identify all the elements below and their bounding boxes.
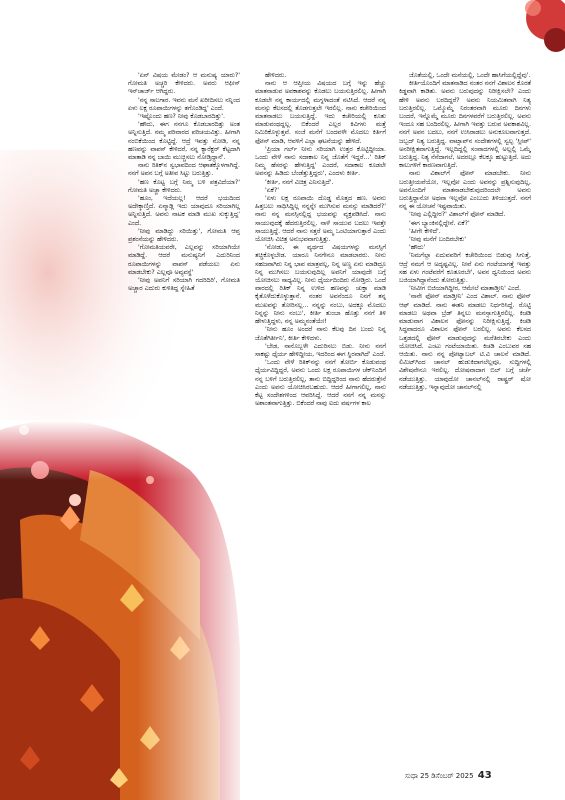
paragraph: 'ಹೌದು, ಈಗ ನನಗೂ ಕೊಡಬಾರದಿತ್ತು ಅಂತ ಅನ್ನಿಸುತ್ತಿದೆ. ನಮ್ಮ ಪರಿವಾರದ ಪರಿಚಯವಿತ್ತು. ಹೀಗಾಗಿ ನಂಬಿಕೆಯಿಂದ ಕೊಟ್ಟಿದ್ದೆ. ಆದ್ರೆ ಇವತ್ತು ನೋಡಿ, ನನ್ನ ಹಣವನ್ನು ವಾಪಸ್ ಕೇಳಿದರೆ, ನನ್ನ ಕ್ಯಾರೆಕ್ಟರ್ ಕೆಟ್ಟದಾಗಿ ಮಾತಾಡಿ ನನ್ನ ಬಾಯಿ ಮುಚ್ಚಿಸಲು ನೋಡ್ತಿದ್ದಾನೆ'. [128, 121, 240, 162]
paragraph: 'ಒಂದು ವೇಳೆ ರಿತಿಕ್‌ನನ್ನು ನನಗೆ ತೋರ್ಬಿ ಕೊಡುವಂಥ ಧೈರ್ಯವಿದ್ದಿದ್ದರೆ, ಅವನು ಒಂದು ಲಕ್ಷ ರೂಪಾಯಿಗಳ ಚೆಕ್‌ನಿಂದಿಗೆ ನನ್ನ ಬಳಿಗೆ ಬರುತ್ತಿರಲಿಲ್ಲ, ತಾನು ಬಿದ್ದಿದ್ದರಿಂದ ನಾನು ಹೆದರುತ್ತೇನೆ ಎಂದು ಅವನು ಯೋಚಿಸಿರಬಹುದು. ಆದರೆ ಹೀಗಾಗಲಿಲ್ಲ, ನಾನು ಕೆಟ್ಟ ಸಂದೇಶಗಳಿಂದ ಆವರಿಸಿದ್ದೆ. ಆದರೆ ನನಗೆ ನನ್ನ ಮನಸ್ಸು ಅಶಾಂತವಾಗುತ್ತಿತ್ತು. ಬಿಕೆಂದರೆ ನಾವು ಐದು ವರ್ಷಗಳ ಕಾಲ [255, 359, 386, 408]
paragraph: ಕೀರ್ತಿಯೊಂದಿಗೆ ಮಾತನಾಡಿದ ನಂತರ ನನಗೆ ವಿಶಾಲನ ಕೊರತೆ ಕಿಡ್ಡವಾಗಿ ಕಾಡಿತು. ಅವನು ಬರುವುದನ್ನು ನಿರೀಕ್ಷಿಸಲೇ? ಎಂದು ಹೇಳಿ ಅವನು ಬರದಿದ್ದರೆ? ಅವನು ನಿಯಮಿತವಾಗಿ ನಿತ್ಯ ಬರುತ್ತಿರಲಿಲ್ಲ. ಒಮ್ಮೊಮ್ಮೆ ನಿರಂತರವಾಗಿ ಮೂರು ದಿನಗಳು ಬಂದರೆ, ಇನ್ನೊಮ್ಮೆ ಮೂರು ದಿನಗಳವರೆಗೆ ಬರುತ್ತಿರಲಿಲ್ಲ. ಅವನು ಇಂದೂ ಸಹ ಬಂದಿರಲಿಲ್ಲ. ಹೀಗಾಗಿ ಇವತ್ತು ಬರುವ ಅವಕಾಶವಿಲ್ಲ. ನನಗೆ ಅವನ ಬದಲು, ನನಗೆ ಉಸಿರಾಡಲು ಅನುಕೂಲವಾಗುತ್ತದೆ. ಜಬ್ಬದ್ ನಿತ್ಯ ಬರುತ್ತಿದ್ದ. ವಾಟ್ಸಾಪ್‌ನ ಸಂದೇಶಗಳಲ್ಲಿ ಸ್ವಲ್ಪ 'ಸ್ಲೀಪ್' ಅನರೀಕ್ಷಿತವಾಗುತ್ತಿದ್ದೆ. ಇಲ್ಲದಿದ್ದಲ್ಲಿ ಸಂವಾದಗಳಲ್ಲಿ ಅಲ್ಲಲ್ಲಿ ಒಮ್ಮೆ ಬರುತ್ತಿದ್ದ. ನಿತ್ಯ ನೆನೆದಾಗಲೆ, ಅದರಲ್ಲೂ ಕೆಲಕ್ಕೂ ಹುಟ್ಟುತ್ತಿದೆ. ಅದು ಕಾಲುಗಳಿಗೆ ಕಾರಣವಾಗುತ್ತಿದೆ. [399, 80, 531, 170]
paragraph: 'ನೀವು ಎಲ್ಲಿದ್ದೀರ?' ವಿಶಾಲ್‌ಗೆ ಫೋನ್ ಮಾಡಿದೆ. [409, 211, 506, 219]
paragraph: 'ಹೀಗೇ ಕೇಳಿದೆ'. [409, 227, 441, 235]
paragraph: 'ಇಷ್ಟೊಂದು ಹಣ? ನೀವು ಕೊಡಬಾರದಿತ್ತು'. [138, 113, 225, 121]
article-column-3 [399, 72, 531, 762]
article-column-1 [128, 72, 240, 452]
page-footer [405, 770, 555, 781]
page-number: 43 [477, 770, 492, 781]
paragraph: 'ಕೀರ್ತಿ, ನನಗೆ ವಿಚಿತ್ರ ಎನಿಸುತ್ತಿದೆ'. [265, 178, 334, 186]
paragraph: 'ನನ್ನ ಸಾಲಗಾರ. ಇವನು ಮನೆ ಖರೀದಿಸಲು ನನ್ನಿಂದ ಏಳು ಲಕ್ಷ ರೂಪಾಯಿಗಳನ್ನು ತಗೊಂಡಿದ್ದ' ಎಂದೆ. [128, 96, 240, 112]
paragraph: 'ಹಣ ಕೊಟ್ಟ ಬಗ್ಗೆ ನಿಮ್ಮ ಬಳಿ ಪತ್ರವಿದೆಯಾ?' ಗೋಮತಿ ಅಚ್ಚಾ ಕೇಳಿದರು. [128, 178, 240, 194]
magazine-name: ಸುಧಾ [405, 772, 418, 780]
paragraph: 'ನೀವೀಗ ಬಿಜಿಯಾಗಿದ್ದೀರ, ಆಮೇಲೆ ಮಾತಾಡ್ತೀನಿ' ಎಂದೆ. [409, 285, 522, 293]
paragraph: 'ಏನ್ ವಿಷಯ ಮೇಡಂ? ಆ ಮನುಷ್ಯ ಯಾರು?' ಗೋಮತಿ ಅಚ್ಚರಿ ಕೇಳಿದರು. ಅವರು ಆಫೀಸ್ ಇನ್‌ಚಾರ್ಜ್ ಆಗಿದ್ದರು. [128, 72, 240, 96]
paragraph: 'ಏಳು ಲಕ್ಷ ರೂಪಾಯಿ ದೊಡ್ಡ ಮೊತ್ತದ ಹಣ. ಅವನು ಹಿತ್ತಬಲು ಸಾಧಿಸಿದ್ದಿಲ್ಲ ನನ್ನನ್ನೇ ಮುಗಿಸುವ ಮನಸ್ಸು ಮಾಡಿದರೆ?' ನಾನು ನನ್ನ ಮನಸ್ಸಿನಲ್ಲಿದ್ದ ಭಯವನ್ನು ವ್ಯಕ್ತಪಡಿಸಿದೆ. ನಾನು ಸಾಯುವುದಕ್ಕೆ ಹೆದರುತ್ತಿರಲಿಲ್ಲ. ನಾಳೆ ಸಾಯುವ ಬದಲು ಇವತ್ತೇ ಸಾಯುತ್ತಿದ್ದೆ. ಆದರೆ ನಾನು ಸತ್ತರೆ ಅಮ್ಮ ಒಂಟಿಯಾಗುತ್ತಾರೆ ಎಂದು ಯೋಚಿಸಿ ವಿಚಿತ್ರ ಅನುಭವವಾಗುತ್ತಿತ್ತು. [255, 195, 386, 244]
paragraph: 'ನೀವು ಅವನಿಗೆ ಸರಿಯಾಗಿ ಗದರಿದಿರಿ', ಗೋಮತಿ ಅಚ್ಚಾರ ಎದುರು ಕುಳಿತಿದ್ದ ಸ್ನೇಹಿತೆ [128, 277, 240, 293]
paragraph: 'ಪ್ರಿಯಾ ಗರ್ಲ್ ನೀನು ಸರಿಯಾಗಿ ಉತ್ತರ ಕೊಟ್ಟಿದ್ದೀಯಾ. ಒಂದು ವೇಳೆ ನಾನು ಸದಾಕಾಲ ನಿನ್ನ ಜೊತೆಗೆ ಇದ್ದರೆ...' ರಿತಿಕ್ ನಿಮ್ಮ ಹೆಸರನ್ನು ಹೇಳುತ್ತಿದ್ದ' ಎಂದರೆ, ಸದಾಕಾಲ ಕೂಡಲೇ ಅವನನ್ನು ಹಿಡಿದು ಬೆಂಡೆತ್ತುತ್ತಿದ್ದರು', ಎಂದಳು ಕೀರ್ತಿ. [255, 145, 386, 178]
paragraph: 'ಈಗ ಬ್ಯಾಂಕಿನಲ್ಲಿದ್ದೇನೆ. ಏಕೆ?' [409, 219, 470, 227]
paragraph: 'ಹೌದು' [409, 244, 426, 252]
paragraph: 'ನೋಡು, ಈ ವ್ಯರ್ಥದ ವಿಷಯಗಳನ್ನು ಮನಸ್ಸಿಗೆ ತಚ್ಚಿಕೊಳ್ಳಬೇಡ. ಯಾರೂ ನಿನಗೇನೂ ಮಾಡಲಾರರು. ನೀನು ಸಹಜವಾಗಿರು ನಿನ್ನ ಭಾವ ಮಾತ್ರವಲ್ಲ, ನಿನ್ನ ಅಣ್ಣ ಏನು ಮಾಡಿದ್ರೂ ನಿನ್ನ ಮುಗಿಸಲು ಬಯಸುವುದಿಲ್ಲ ಅವನಿಗೆ ಯಾವುದೇ ಬಗ್ಗೆ ಯೋಚಿಸಲು ಸಾಧ್ಯವಿಲ್ಲ. ನೀನು ಧೈರ್ಯದಿಂದಿರು ನೋಡ್ತಿರು. ಒಂದೆ ವಾರದಲ್ಲಿ ರಿತಿಕ್ ನಿನ್ನ ಉಳಿದ ಹಣವನ್ನು ಚುಕ್ತಾ ಮಾಡಿ ಕೈತೊಳೆದುಕೊಳ್ಳುತ್ತಾನೆ. ನಂತರ ಅವನೆಂದೂ ನಿನಗೆ ತನ್ನ ಮುಖವನ್ನು ತೋರಿಸಲ್ಲ... ನನ್ನನ್ನು ನಂಬು, ಅದಕ್ಕೂ ಮೊದಲು ನಿನ್ನನ್ನು ನೀನು ನಂಬು', ಕೀರ್ತಿ ತುಂಬಾ ಹೊತ್ತು ನನಗೆ ತಿಳಿ ಹೇಳುತ್ತಿದ್ದಳು, ನನ್ನ ಅಮ್ಮನಂತೆಯೇ! [255, 244, 386, 326]
paragraph: ನಾನು ವಿಶಾಲ್‌ಗೆ ಫೋನ್ ಮಾಡಬೇಕು. ನೀನು ಬರುತ್ತೀಯವೆಯೋ, ಇಲ್ಲವೋ ಎಂದು ಅವನನ್ನು ಪ್ರಶ್ನಿಸುವುದಿಲ್ಲ, ಅವನೊಂದಿಗೆ ಮಾತನಾಡಬೇಕುವುದರಿಂದಲೇ ಅವನು ಬರುತ್ತಿದ್ದಾನೋ ಅಥವಾ ಇಲ್ಲವೋ ಎಂಬುದು ತಿಳಿಯುತ್ತದೆ. ನನಗೆ ನನ್ನ ಈ ಯೋಚನೆ ಇಷ್ಟವಾಯಿತು. [399, 170, 531, 211]
autumn-leaves-artwork [0, 420, 250, 800]
paragraph: 'ಗೋಮತಿಯವರೇ, ಎಲ್ಲವನ್ನು ಸರಿಯಾಗಿಯೇ ಮಾಡಿದ್ದೆ. ಆದರೆ ಮನುಷ್ಯನಿಗೆ ಎದುರಿನಿಂದ ರೂಪಾಯಿಗಳನ್ನು ವಾಪಸ್ ಪಡೆಯಲು ಏನು ಮಾಡಬೇಕು? ಎಲ್ಲವೂ ಅವ್ಯವಸ್ಥೆ' [128, 244, 240, 276]
paragraph: 'ನಾನೇ ಫೋನ್ ಮಾಡ್ತೀನಿ' ಎಂದ ವಿಶಾಲ್. ನಾನು ಫೋನ್ ಆಫ್ ಮಾಡಿದೆ. ನಾನು ಈತನಿ ಮಾಡಲು ನಿರ್ಧರಿಸಿದ್ದೆ. ರೊಟ್ಟಿ ಮಾಡಲು ಅಥವಾ ಬ್ರೆಡ್ ತಿನ್ನಲು ಮನಸ್ಸಾಗುತ್ತಿರಲಿಲ್ಲ. ಕಿಚಡಿ ಮಾಡುವಾಗ ವಿಶಾಲನ ಫೋನನ್ನು ನಿರೀಕ್ಷಿಸುತ್ತಿದ್ದೆ. ಕಿಚಡಿ ಸಿದ್ಧವಾದರೂ ವಿಶಾಲನ ಫೋನ್ ಬರಲಿಲ್ಲ. ಅವನು ಕೆಲಸದ ಒತ್ತಡದಲ್ಲಿ ಫೋನ್ ಮಾಡುವುದನ್ನು ಮರೆತಿರಬೇಕು ಎಂದು ಯೋಚಿಸಿದೆ. ಎಂಟು ಗಂಟೆಯಾಯಿತು. ಕಿಚಡಿ ಎಂಬುವರ ಸಹ ಆಯಿತು. ನಾನು ನನ್ನ ಪೋಟ್ಯಾಬಲ್ ಟಿ.ವಿ ಚಾಲನೆ ಮಾಡಿದೆ. ಲಿಮಿಟ್‌ಗಿಂದ ಚಾನಲ್ ಹುಡುಕಿದಾಗಲೆಲ್ಲವೂ, ಸುದ್ದಿಗಳಲ್ಲಿ ವಿಶೇಷವೇನೂ ಇರಲಿಲ್ಲ. ದೋಷವಾದಾಗ ಬಿಲ್ ಬಗ್ಗೆ ಚರ್ಚೆ ನಡೆಯುತ್ತಿತ್ತು. ಯಾವುದೋ ಚಾನಲ್‌ನಲ್ಲಿ ರಾಷ್ಟ್ರರ್ ಷೋ ನಡೆಯುತ್ತಿತ್ತು, ಇನ್ನಾವುದೋ ಚಾನಲ್‌ನಲ್ಲಿ [399, 293, 531, 391]
paragraph: ನಾನು ಆ ಆಪ್ತೀಯ ವಿಷಯದ ಬಗ್ಗೆ ಇನ್ನು ಹೆಚ್ಚು ಮಾತನಾಡುವ ಅವಕಾಶವನ್ನು ಕೊಡಲು ಬಯಸುತ್ತಿರಲಿಲ್ಲ. ಹೀಗಾಗಿ ಕೂಡಲೇ ನನ್ನ ಕಾರ್ಯದಲ್ಲಿ ಮಗ್ನಳಾದಂತೆ ನಟಿಸಿದೆ. ಆದರೆ ನನ್ನ ಮನಸ್ಸು ಕೆಲಸದಲ್ಲಿ ತೊಡಗುತ್ತಲೇ ಇರಲಿಲ್ಲ. ನಾನು ಕಚೇರಿಯಿಂದ ಮಾತನಾಡಲು ಬಯಸುತ್ತಿದ್ದೆ. ಇದು ಕಚೇರಿಯಲ್ಲಿ ಕೂತು ಮಾಡುವಂಥದ್ದಲ್ಲ. ಬಿಕೆಂದರೆ ಎಲ್ಲರ ಕಿವಿಗಳು ಮತ್ತೆ ನಿಮಿರಿಕೊಳ್ಳುತ್ತವೆ. ಸಂಜೆ ಮನೆಗೆ ಬಂದವಳೇ ಮೊದಲು ಕಿರ್ತಿಗೆ ಫೋನ್ ಮಾಡಿ, ಆವಳಿಗೆ ಎಲ್ಲಾ ಘಟನೆಯನ್ನು ಹೇಳಿದೆ. [255, 80, 386, 145]
article-column-2 [255, 72, 386, 762]
paragraph: ನಾನು ರಿತಿಕ್‌ನ ಸ್ವಭಾವದಿಂದ ಆಘಾತಕ್ಕೊಳಗಾಗಿದ್ದೆ. ನನಗೆ ಅವನ ಬಗ್ಗೆ ಅತೀವ ಸಿಟ್ಟು ಬರುತ್ತಿತ್ತು. [128, 162, 240, 178]
paragraph: ಹೇಳಿದರು. [265, 72, 287, 79]
paragraph: 'ನೀವು ಮನೆಗೆ ಬಂದಿರಬೇಕು' [409, 236, 466, 244]
paragraph: 'ನೀವು ಮಾಡಿದ್ದು ಸರಿಯಿತ್ತು', ಗೋಮತಿ ಆಪ್ತ ಪ್ರಶಂಸೆಯನ್ನು ಹೇಳಿದರು. [128, 227, 240, 244]
paragraph: 'ನೀನು ಹೂಂ ಅಂದರೆ ನಾನು ಕೆಲವು ದಿನ ಬಂದು ನಿನ್ನ ಜೊತೆಗಿರ್ತೀನಿ', ಕೀರ್ತಿ ಕೇಳಿದಳು. [255, 326, 386, 342]
top-right-ornament [525, 0, 565, 52]
paragraph: 'ಬೇಡ, ನಾನೊಬ್ಬಳೇ ಎದುರಿಸಲು ಬಿಡು. ನೀನು ನನಗೆ ಸಾಕಷ್ಟು ಧೈರ್ಯ ಹೇಳಿದ್ದೀಯ, ಇದರಿಂದ ಈಗ ಸ್ಥಿರವಾಗಿದೆ' ಎಂದೆ. [255, 342, 386, 358]
paragraph: 'ಏಕೆ?' [265, 186, 279, 194]
paragraph: ಜೊತೆಯಲ್ಲಿ, ಒಂದೇ ಮನೆಯಲ್ಲಿ, ಒಂದೇ ಹಾಸಿಗೆಯಲ್ಲಿದ್ದೆವು'. [409, 72, 531, 79]
paragraph: 'ಹೂಂ, ಇದೆಯಲ್ಲ! ಆದರೆ ಭಯದಿಂದ ಅದೇಕ್ಕಾಣ್ತಿದೆ. ಏನ್ಮಾಡ್ಲಿ ಇದು ಯಾವುದೂ ಸರಿಯಾಗಿಲ್ಲ ಅನ್ನಿಸುತ್ತಿದೆ. ಅವನು ನಾಟಕ ಮಾಡಿ ಮುಖ ಸುಕ್ಕುತ್ತಿದ್ದ' ಎಂದೆ. [128, 195, 240, 227]
paragraph: 'ನಿಮಗೆಲ್ಲಾ ಏದುವವರಿಗೆ ಕಚೇರಿಯಿಂದ ಬಿಡುವು ಸಿಗುತ್ತೆ, ಆದ್ರೆ ನಮಗೆ ಆ ಅದೃಷ್ಟವಿಲ್ಲ. ನೀವೆ ಏನು ಗಂಟೆಯಾಗತ್ತೆ ಇವತ್ತು ಸಹ ಏಳು ಗಂಟೆವರೆಗೆ ಕೂತೂರಬೇ', ಅವನ ಧ್ವನಿಯಿಂದ ಅವನು ಬಜಿಯಾಗಿದ್ದಾನೆಂದು ತೋರುತ್ತಿತ್ತು. [399, 252, 531, 285]
issue-date: 25 ಡಿಸೆಂಬರ್ 2025 [420, 772, 474, 780]
